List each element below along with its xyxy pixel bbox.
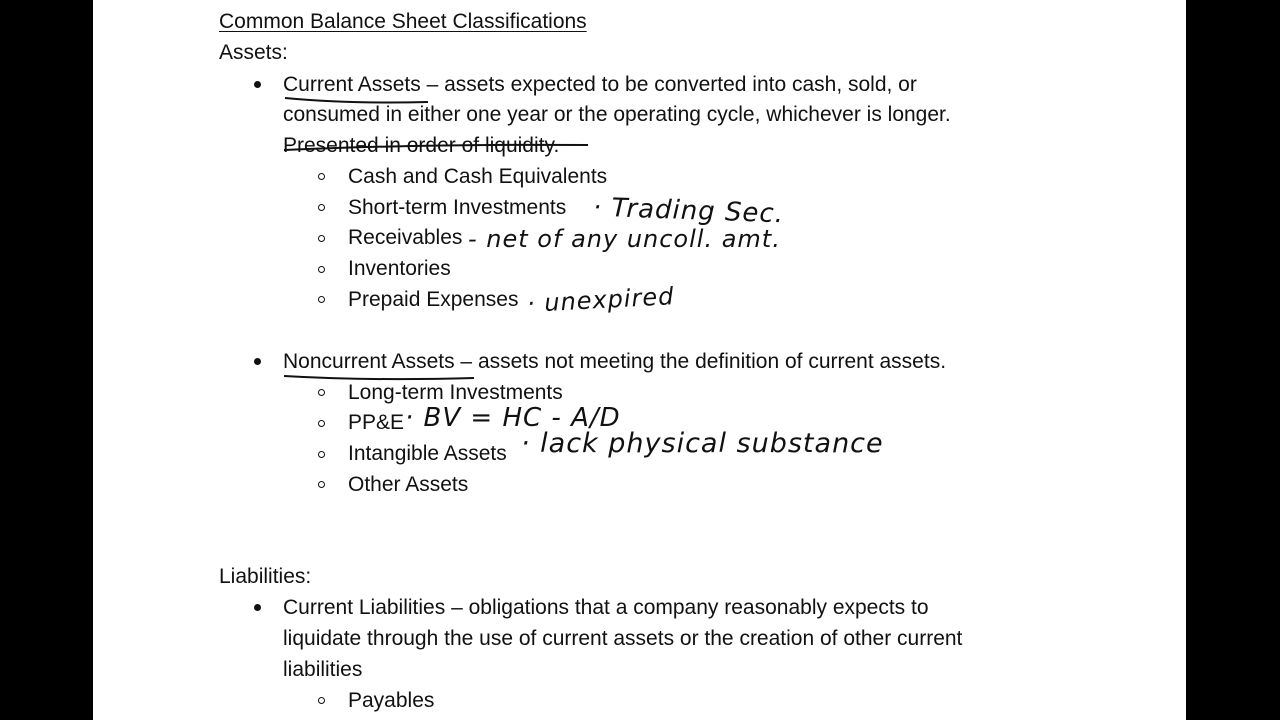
liabilities-label: Liabilities: [219, 565, 312, 588]
sub-bullet-icon [318, 389, 325, 396]
handwritten-note-receivables: - net of any uncoll. amt. [468, 225, 781, 253]
sub-bullet-icon [318, 451, 325, 458]
noncurrent-assets-line [283, 346, 946, 377]
noncurrent-assets-term: Noncurrent Assets [283, 350, 455, 373]
sub-bullet-icon [318, 420, 325, 427]
current-assets-line1 [283, 69, 917, 100]
sub-bullet-icon [318, 481, 325, 488]
sub-bullet-icon [318, 266, 325, 273]
handwritten-note-prepaid: · unexpired [526, 282, 676, 318]
bullet-noncurrent-assets [254, 358, 261, 365]
current-assets-definition-1: – assets expected to be converted into cash, sold, or [420, 73, 917, 96]
list-item-ppe: PP&E [348, 411, 405, 434]
handwritten-note-trading-sec: · Trading Sec. [592, 192, 785, 230]
list-item-short-term-investments: Short-term Investments [348, 196, 567, 219]
current-liabilities-line2: liquidate through the use of current assets or the creation of other current [283, 627, 963, 650]
list-item-inventories: Inventories [348, 257, 451, 280]
current-liabilities-line1: Current Liabilities – obligations that a company reasonably expects to [283, 596, 929, 619]
assets-label: Assets: [219, 41, 288, 64]
list-item-other-assets: Other Assets [348, 473, 469, 496]
order-note-period: . [553, 134, 560, 157]
current-assets-order-line [283, 130, 559, 161]
handwritten-note-ppe: · BV = HC - A/D [405, 403, 621, 433]
order-of-liquidity-note: Presented in order of liquidity [283, 134, 554, 157]
document-heading: Common Balance Sheet Classifications [219, 10, 587, 33]
sub-bullet-icon [318, 697, 325, 704]
bullet-current-assets [254, 81, 261, 88]
sub-bullet-icon [318, 204, 325, 211]
bullet-current-liabilities [254, 604, 261, 611]
list-item-prepaid-expenses: Prepaid Expenses [348, 288, 519, 311]
current-assets-definition-2: consumed in either one year or the operating cycle, whichever is longer. [283, 103, 951, 126]
sub-bullet-icon [318, 173, 325, 180]
list-item-intangible-assets: Intangible Assets [348, 442, 507, 465]
noncurrent-assets-definition: – assets not meeting the definition of current assets. [454, 350, 947, 373]
current-assets-term: Current Assets [283, 73, 421, 96]
list-item-cash: Cash and Cash Equivalents [348, 165, 608, 188]
list-item-long-term-investments: Long-term Investments [348, 381, 563, 404]
list-item-receivables: Receivables [348, 226, 463, 249]
sub-bullet-icon [318, 235, 325, 242]
handwritten-note-intangible: · lack physical substance [521, 428, 884, 459]
sub-bullet-icon [318, 296, 325, 303]
current-liabilities-line3: liabilities [283, 658, 363, 681]
list-item-payables: Payables [348, 689, 435, 712]
